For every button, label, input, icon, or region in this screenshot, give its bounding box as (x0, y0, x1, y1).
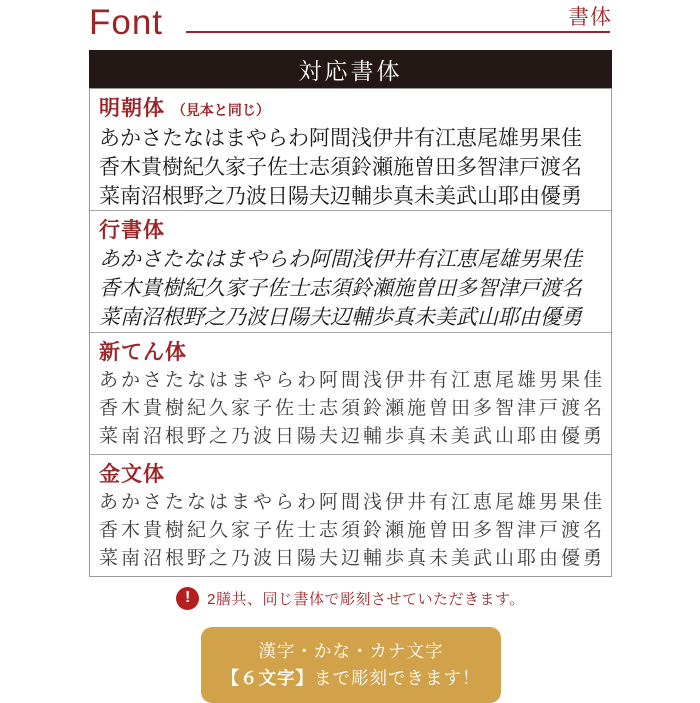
supported-fonts-banner (89, 50, 612, 88)
font-section-shinten (90, 333, 611, 455)
font-name: 行書体 (99, 219, 165, 242)
info-line-1: 漢字・かな・カナ文字 (258, 641, 444, 661)
info-line-2-rest: まで彫刻できます！ (314, 667, 481, 688)
sample-line: あかさたなはまやらわ阿間浅伊井有江恵尾雄男果佳 (99, 247, 582, 271)
font-name: 明朝体 (99, 97, 165, 120)
sample-line: 菜南沼根野之乃波日陽夫辺輔歩真未美武山耶由優勇 (99, 548, 606, 569)
info-char-limit: 【６文字】 (221, 667, 314, 688)
notice-text: 2膳共、同じ書体で彫刻させていただきます。 (207, 590, 525, 608)
page-title-en: Font (89, 3, 164, 42)
sample-line: あかさたなはまやらわ阿間浅伊井有江恵尾雄男果佳 (99, 370, 606, 391)
font-section-header (99, 339, 603, 367)
exclamation-circle-icon: ! (176, 587, 199, 610)
sample-line: あかさたなはまやらわ阿間浅伊井有江恵尾雄男果佳 (99, 126, 582, 150)
font-note: （見本と同じ） (171, 102, 270, 118)
font-list (89, 88, 612, 577)
banner-title: 対応書体 (298, 58, 403, 84)
font-name: 金文体 (99, 463, 165, 486)
sample-line: 菜南沼根野之乃波日陽夫辺輔歩真未美武山耶由優勇 (99, 184, 582, 208)
sample-line: 香木貴樹紀久家子佐士志須鈴瀬施曽田多智津戸渡名 (99, 520, 606, 541)
notice-row (89, 584, 612, 612)
header-divider (186, 31, 610, 33)
info-line-2 (205, 665, 497, 692)
sample-line: 菜南沼根野之乃波日陽夫辺輔歩真未美武山耶由優勇 (99, 426, 606, 447)
page-title-ja: 書体 (568, 6, 612, 29)
font-section-header (99, 461, 603, 489)
font-section-kinbun (90, 455, 611, 576)
font-section-header (99, 217, 603, 245)
font-name: 新てん体 (99, 341, 187, 364)
sample-line: あかさたなはまやらわ阿間浅伊井有江恵尾雄男果佳 (99, 492, 606, 513)
font-section-mincho (90, 89, 611, 211)
sample-line: 香木貴樹紀久家子佐士志須鈴瀬施曽田多智津戸渡名 (99, 276, 582, 300)
sample-line: 菜南沼根野之乃波日陽夫辺輔歩真未美武山耶由優勇 (99, 305, 582, 329)
font-section-header (99, 95, 603, 124)
sample-line: 香木貴樹紀久家子佐士志須鈴瀬施曽田多智津戸渡名 (99, 398, 606, 419)
font-section-gyosho (90, 211, 611, 333)
engraving-info-box (201, 627, 501, 703)
header (89, 2, 612, 48)
sample-line: 香木貴樹紀久家子佐士志須鈴瀬施曽田多智津戸渡名 (99, 155, 582, 179)
